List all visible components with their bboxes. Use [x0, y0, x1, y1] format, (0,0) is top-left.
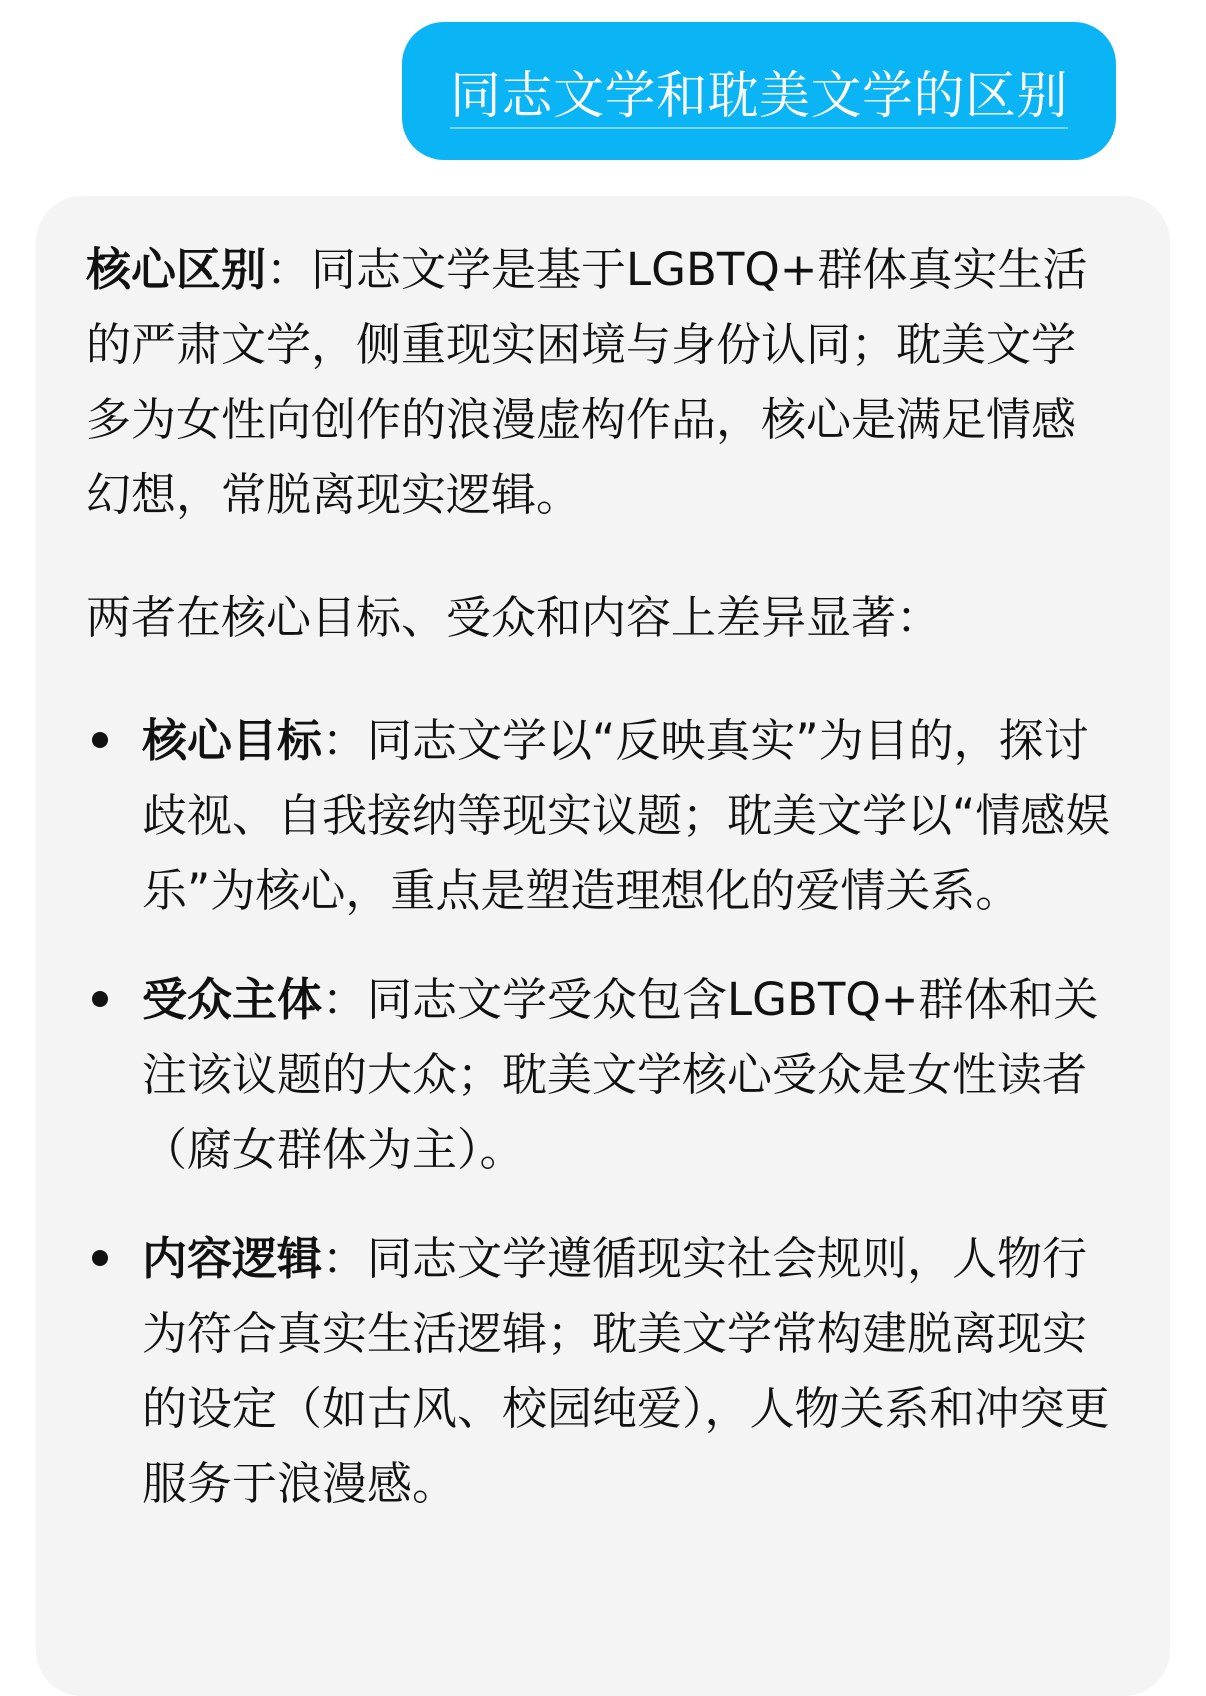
point-separator: ： [322, 1232, 368, 1285]
list-item-audience [86, 962, 1118, 1187]
list-item-content-logic [86, 1221, 1118, 1521]
point-heading: 内容逻辑 [142, 1232, 323, 1285]
point-heading: 核心目标 [142, 714, 323, 767]
intro-paragraph [86, 232, 1118, 532]
bullet-icon [92, 1250, 108, 1266]
user-message-bubble[interactable] [402, 22, 1116, 160]
bullet-icon [92, 732, 108, 748]
bullet-icon [92, 991, 108, 1007]
point-separator: ： [322, 714, 368, 767]
assistant-reply [36, 196, 1170, 1696]
point-heading: 受众主体 [142, 973, 323, 1026]
list-item-core-goal [86, 703, 1118, 928]
user-message-text[interactable]: 同志文学和耽美文学的区别 [449, 67, 1068, 126]
point-text: 同志文学遵循现实社会规则，人物行为符合真实生活逻辑；耽美文学常构建脱离现实的设定（如古风、校园纯爱），人物关系和冲突更服务于浪漫感。 [142, 1232, 1110, 1510]
summary-paragraph: 两者在核心目标、受众和内容上差异显著： [86, 591, 942, 644]
intro-text: 同志文学是基于LGBTQ+群体真实生活的严肃文学，侧重现实困境与身份认同；耽美文学多为女性向创作的浪漫虚构作品，核心是满足情感幻想，常脱离现实逻辑。 [86, 243, 1088, 521]
point-separator: ： [322, 973, 368, 1026]
intro-separator: ： [266, 243, 312, 296]
comparison-list [86, 703, 1118, 1521]
point-text: 同志文学以“反映真实”为目的，探讨歧视、自我接纳等现实议题；耽美文学以“情感娱乐”为核心，重点是塑造理想化的爱情关系。 [142, 714, 1111, 917]
point-text: 同志文学受众包含LGBTQ+群体和关注该议题的大众；耽美文学核心受众是女性读者（腐女群体为主）。 [142, 973, 1099, 1176]
intro-heading: 核心区别 [86, 243, 267, 296]
